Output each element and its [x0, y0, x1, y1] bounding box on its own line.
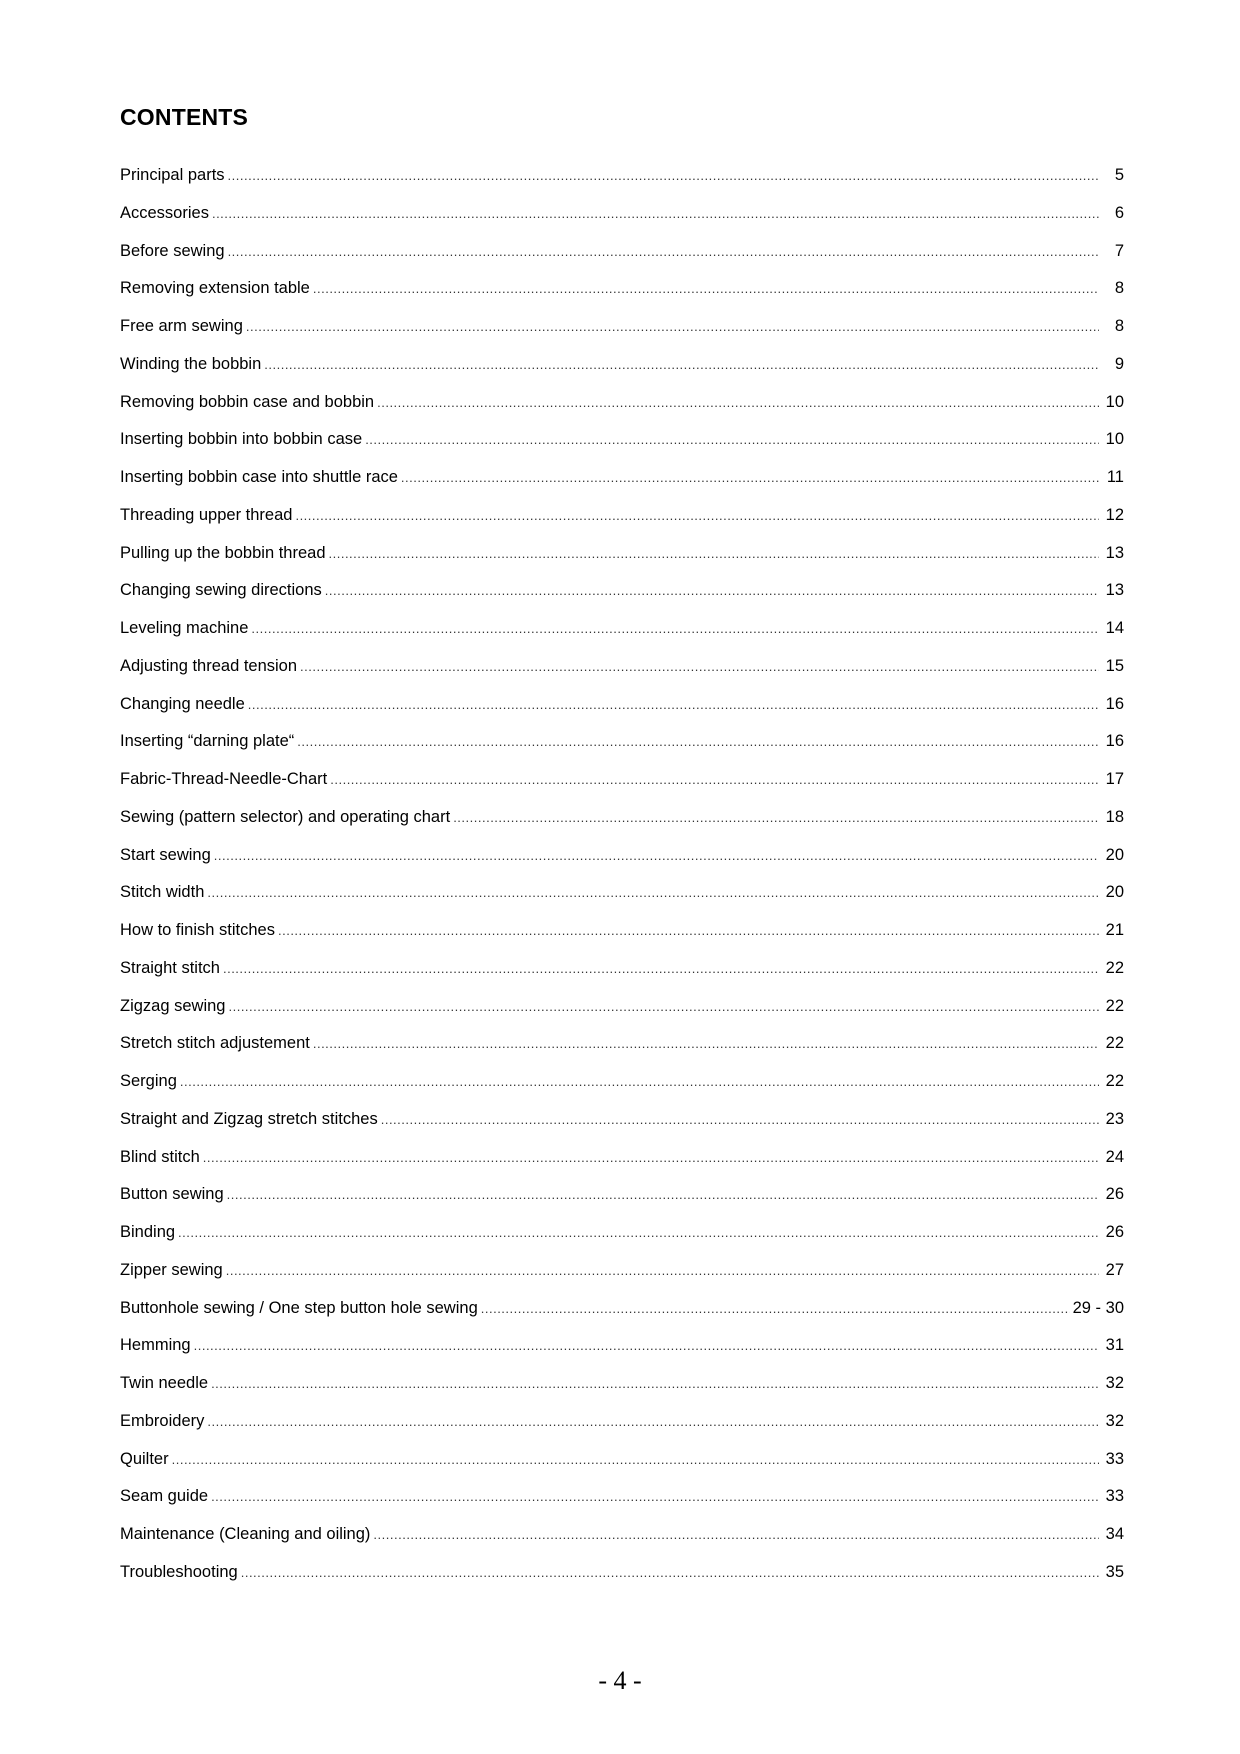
toc-entry	[120, 1260, 1124, 1298]
toc-entry-title: Troubleshooting	[120, 1562, 238, 1581]
toc-dot-leader	[295, 506, 1099, 526]
toc-dot-leader	[251, 619, 1099, 639]
toc-entry-page: 23	[1105, 1109, 1124, 1128]
toc-dot-leader	[223, 959, 1099, 979]
toc-entry	[120, 580, 1124, 618]
toc-entry-page: 10	[1105, 430, 1124, 449]
toc-entry-title: Button sewing	[120, 1185, 224, 1204]
toc-entry-page: 20	[1105, 883, 1124, 902]
toc-entry-page: 26	[1105, 1185, 1124, 1204]
toc-entry-title: Embroidery	[120, 1411, 205, 1430]
toc-entry	[120, 316, 1124, 354]
toc-entry	[120, 429, 1124, 467]
toc-dot-leader	[313, 279, 1099, 299]
toc-entry	[120, 467, 1124, 505]
toc-dot-leader	[330, 770, 1099, 790]
toc-entry	[120, 1449, 1124, 1487]
toc-entry-title: Pulling up the bobbin thread	[120, 543, 326, 562]
toc-entry-title: Straight and Zigzag stretch stitches	[120, 1109, 378, 1128]
toc-entry-page: 13	[1105, 543, 1124, 562]
toc-entry-title: Before sewing	[120, 241, 225, 260]
toc-dot-leader	[212, 204, 1099, 224]
toc-entry	[120, 807, 1124, 845]
toc-entry-page: 22	[1105, 1072, 1124, 1090]
toc-entry-title: Accessories	[120, 203, 209, 222]
toc-dot-leader	[313, 1034, 1099, 1054]
toc-entry	[120, 392, 1124, 430]
toc-entry-page: 21	[1105, 921, 1124, 939]
page-title: CONTENTS	[120, 104, 249, 130]
toc-entry-page: 12	[1105, 505, 1124, 524]
toc-entry-title: Straight stitch	[120, 958, 220, 977]
toc-entry-title: Free arm sewing	[120, 317, 243, 335]
toc-entry-title: Seam guide	[120, 1487, 209, 1506]
toc-dot-leader	[180, 1072, 1099, 1092]
toc-entry	[120, 543, 1124, 581]
toc-entry	[120, 1033, 1124, 1071]
toc-dot-leader	[207, 1412, 1099, 1432]
toc-dot-leader	[325, 581, 1099, 601]
toc-entry	[120, 1373, 1124, 1411]
toc-entry	[120, 1184, 1124, 1222]
toc-entry-page: 22	[1105, 996, 1124, 1015]
toc-entry	[120, 996, 1124, 1034]
toc-dot-leader	[241, 1563, 1099, 1583]
toc-dot-leader	[264, 355, 1099, 375]
toc-entry-title: Zipper sewing	[120, 1260, 223, 1279]
page-number: - 4 -	[598, 1666, 642, 1695]
toc-dot-leader	[203, 1148, 1099, 1168]
toc-entry	[120, 882, 1124, 920]
toc-entry-title: Twin needle	[120, 1374, 209, 1392]
toc-entry-title: Principal parts	[120, 166, 225, 184]
toc-dot-leader	[297, 732, 1099, 752]
toc-entry-title: Changing sewing directions	[120, 581, 322, 600]
toc-entry-title: Maintenance (Cleaning and oiling)	[120, 1525, 371, 1543]
toc-entry-title: Removing extension table	[120, 279, 310, 298]
toc-entry-page: 10	[1105, 392, 1124, 411]
toc-entry-page: 20	[1105, 845, 1124, 864]
toc-entry-title: How to finish stitches	[120, 921, 275, 939]
toc-dot-leader	[481, 1299, 1070, 1319]
toc-entry-title: Binding	[120, 1223, 176, 1241]
toc-entry-page: 13	[1105, 581, 1124, 600]
toc-dot-leader	[228, 997, 1099, 1017]
toc-dot-leader	[246, 317, 1099, 337]
toc-entry	[120, 1562, 1124, 1600]
toc-entry-title: Serging	[120, 1072, 177, 1090]
toc-entry-title: Leveling machine	[120, 619, 249, 637]
toc-dot-leader	[373, 1525, 1099, 1545]
toc-entry	[120, 1486, 1124, 1524]
toc-entry	[120, 1147, 1124, 1185]
toc-entry	[120, 203, 1124, 241]
toc-entry-page: 17	[1105, 770, 1124, 788]
toc-entry-page: 22	[1105, 1034, 1124, 1053]
toc-dot-leader	[226, 1261, 1099, 1281]
toc-entry-page: 7	[1114, 241, 1124, 260]
toc-entry-title: Adjusting thread tension	[120, 656, 298, 675]
toc-entry	[120, 1411, 1124, 1449]
toc-entry-page: 16	[1105, 694, 1124, 713]
toc-dot-leader	[453, 808, 1099, 828]
toc-entry	[120, 1109, 1124, 1147]
toc-entry-page: 27	[1105, 1260, 1124, 1279]
toc-entry	[120, 1524, 1124, 1562]
toc-entry-page: 35	[1105, 1562, 1124, 1581]
toc-entry	[120, 1298, 1124, 1336]
toc-dot-leader	[377, 393, 1099, 413]
toc-entry-page: 8	[1114, 317, 1124, 335]
toc-dot-leader	[211, 1374, 1099, 1394]
toc-entry	[120, 656, 1124, 694]
toc-dot-leader	[329, 544, 1100, 564]
toc-dot-leader	[228, 242, 1099, 262]
toc-entry-title: Fabric-Thread-Needle-Chart	[120, 770, 328, 788]
toc-entry-page: 32	[1105, 1374, 1124, 1392]
toc-entry-page: 29 - 30	[1072, 1298, 1124, 1317]
toc-entry-page: 14	[1105, 619, 1124, 637]
toc-entry-title: Zigzag sewing	[120, 996, 226, 1015]
toc-entry-title: Hemming	[120, 1336, 191, 1355]
toc-entry-title: Inserting “darning plate“	[120, 732, 295, 751]
toc-dot-leader	[207, 883, 1099, 903]
toc-entry-page: 11	[1106, 468, 1124, 486]
toc-entry-title: Quilter	[120, 1449, 169, 1468]
toc-entry	[120, 278, 1124, 316]
toc-dot-leader	[278, 921, 1099, 941]
toc-entry-title: Stretch stitch adjustement	[120, 1034, 310, 1053]
toc-dot-leader	[248, 695, 1099, 715]
toc-entry-title: Stitch width	[120, 883, 205, 902]
toc-entry-page: 18	[1105, 807, 1124, 826]
toc-entry-page: 34	[1105, 1525, 1124, 1543]
toc-entry	[120, 618, 1124, 656]
toc-entry-title: Sewing (pattern selector) and operating chart	[120, 807, 451, 826]
toc-entry-page: 31	[1105, 1336, 1124, 1355]
toc-dot-leader	[227, 1185, 1099, 1205]
toc-entry-page: 24	[1105, 1147, 1124, 1166]
toc-entry	[120, 1222, 1124, 1260]
toc-entry-page: 6	[1114, 203, 1124, 222]
toc-entry	[120, 769, 1124, 807]
toc-entry-page: 33	[1105, 1487, 1124, 1506]
toc-dot-leader	[194, 1336, 1099, 1356]
toc-entry-page: 16	[1105, 732, 1124, 751]
toc-entry	[120, 354, 1124, 392]
toc-dot-leader	[365, 430, 1099, 450]
toc-dot-leader	[381, 1110, 1099, 1130]
toc-entry-title: Changing needle	[120, 694, 245, 713]
toc-entry	[120, 920, 1124, 958]
toc-entry-title: Removing bobbin case and bobbin	[120, 392, 375, 411]
toc-entry-page: 5	[1114, 166, 1124, 184]
toc-dot-leader	[228, 166, 1099, 186]
toc-entry-title: Inserting bobbin into bobbin case	[120, 430, 363, 449]
toc-dot-leader	[211, 1487, 1099, 1507]
toc-dot-leader	[300, 657, 1099, 677]
toc-entry-page: 22	[1105, 958, 1124, 977]
toc-dot-leader	[214, 846, 1099, 866]
toc-entry-title: Buttonhole sewing / One step button hole sewing	[120, 1298, 478, 1317]
toc-entry-page: 32	[1105, 1411, 1124, 1430]
toc-entry	[120, 1335, 1124, 1373]
toc-dot-leader	[178, 1223, 1099, 1243]
table-of-contents	[120, 165, 1124, 1600]
toc-entry	[120, 731, 1124, 769]
toc-entry-title: Winding the bobbin	[120, 354, 262, 373]
toc-entry-page: 8	[1114, 279, 1124, 298]
toc-entry	[120, 958, 1124, 996]
toc-entry-title: Start sewing	[120, 845, 211, 864]
toc-entry-title: Threading upper thread	[120, 505, 293, 524]
toc-dot-leader	[172, 1450, 1099, 1470]
toc-entry-title: Blind stitch	[120, 1147, 200, 1166]
toc-entry	[120, 845, 1124, 883]
toc-entry	[120, 1071, 1124, 1109]
toc-entry	[120, 241, 1124, 279]
toc-entry-page: 9	[1114, 354, 1124, 373]
toc-entry	[120, 694, 1124, 732]
toc-entry-title: Inserting bobbin case into shuttle race	[120, 468, 398, 486]
toc-dot-leader	[401, 468, 1099, 488]
toc-entry-page: 33	[1105, 1449, 1124, 1468]
toc-entry	[120, 165, 1124, 203]
toc-entry	[120, 505, 1124, 543]
toc-entry-page: 15	[1105, 656, 1124, 675]
toc-entry-page: 26	[1105, 1223, 1124, 1241]
